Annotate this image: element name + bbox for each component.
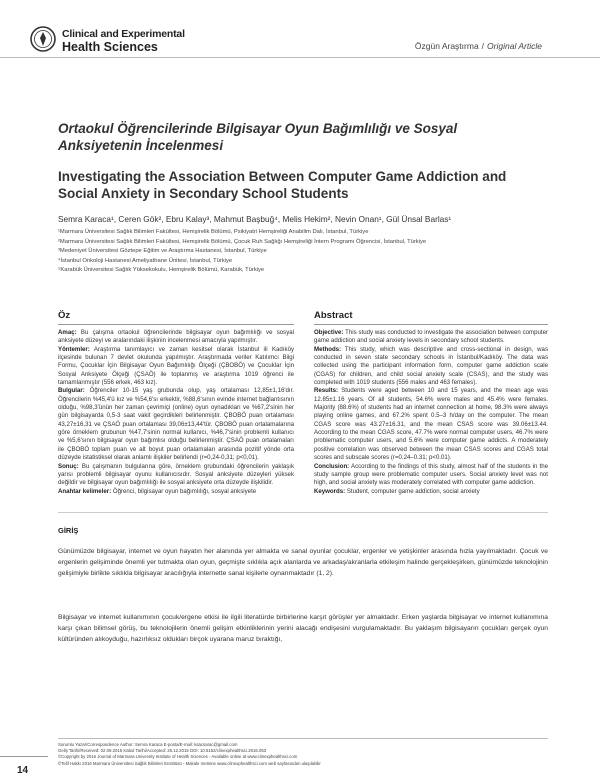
title-turkish: Ortaokul Öğrencilerinde Bilgisayar Oyun Bağımlılığı ve Sosyal Anksiyetenin İncelenmesi [58,121,458,153]
journal-name-line1: Clinical and Experimental [62,28,185,40]
page-number-rule [0,756,48,757]
abstract-body [314,329,548,496]
article-type-separator: / [481,41,485,51]
oz-yontem: Araştırma tanımlayıcı ve zaman kesitsel olarak İstanbul ili Kadıköy ilçesinde bulunan 7 devlet okulunda yapılmıştır. Araştırmada veriler Katılımcı Bilgi Formu, Çocuklar İçin Bilgisayar Oyun Bağımlılığı Ölçeği (ÇBOBÖ) ve Çocuklar İçin Sosyal Anksiyete Ölçeği (ÇSAÖ) ile toplanmış ve araştırma 1019 öğrenci ile tamamlanmıştır (556 erkek, 463 kız). [58,345,295,387]
footer-copyright-tr: ©Telif Hakkı 2016 Marmara Üniversitesi Sağlık Bilimleri Enstitüsü - Makale metnine www.clinexphealthsci.com web sayfasından ulaşılabilir [58,760,321,766]
section-heading-giris: GİRİŞ [58,526,79,535]
oz-amac-label: Amaç: [58,329,77,336]
abstract-results: Students were aged between 10 and 15 years, and the mean age was 12.85±1.16 years. Of all students, 54.6% were males and 45.4% were females. Majority (88.6%) of students had an internet connection at home, 98.3% were always playing online games, and 67.2% spent 0.5–3 h/day on the computer. The mean CGAS score was 43.27±16.31, and the mean CSAS score was 39.06±13.44. According to the mean CGAS score, 47.7% were normal computer users, 46.7% were problematic computer users, and 5.6% were computer game addicts. A moderately positive correlation was observed between the mean CSAS scores and CGAS total scores and subscale scores (r=0.24–0.31; p<0.01). [314,387,548,462]
oz-sonuc: Bu çalışmanın bulgularına göre, örneklem grubundaki öğrencilerin yaklaşık yarısı problemli bilgisayar oyunu kullanıcısıdır. Sosyal anksiyete düzeyleri yüksek değildir ve bilgisayar oyun bağımlılığı ile sosyal anksiyete orta düzeyde ilişkilidir. [58,462,295,487]
oz-bulgular-label: Bulgular: [58,387,85,395]
affiliation-3: ³Medeniyet Üniversitesi Göztepe Eğitim ve Araştırma Hastanesi, İstanbul, Türkiye [58,248,267,255]
oz-keywords: Öğrenci, bilgisayar oyun bağımlılığı, sosyal anksiyete [112,487,257,495]
abstract-methods: This study, which was descriptive and cross-sectional in design, was conducted in seven state secondary schools in İstanbul/Kadıköy. The data was collected using the participant information form, computer game addiction scale (CGAS) for children, and child social anxiety scale (CSAS), and the study was completed with 1019 students (556 males and 463 females). [314,345,548,387]
page-number: 14 [17,765,29,776]
footer-correspondence: Sorumlu Yazar/Correspondence Author: Semra Karaca E-posta/E-mail: ksacsarac@gmail.com [58,742,238,747]
article-type-en: Original Article [487,41,542,51]
affiliation-5: ⁵Karabük Üniversitesi Sağlık Yüksekokulu, Hemşirelik Bölümü, Karabük, Türkiye [58,267,265,274]
abstract-conclusion-label: Conclusion: [314,462,350,470]
affiliation-4: ⁴İstanbul Onkoloji Hastanesi Ameliyathane Ünitesi, İstanbul, Türkiye [58,257,233,264]
abstract-bottom-rule [58,512,548,513]
affiliation-1: ¹Marmara Üniversitesi Sağlık Bilimleri Fakültesi, Hemşirelik Bölümü, Psikiyatri Hemşireliği Anabilim Dalı, İstanbul, Türkiye [58,229,369,235]
journal-seal-icon [30,26,56,52]
footer-info [58,742,548,767]
author-list: Semra Karaca¹, Ceren Gök², Ebru Kalay³, Mahmut Başbuğ⁴, Melis Hekim², Nevin Onan¹, Gül Ünsal Barlas¹ [58,214,452,224]
affiliation-2: ²Marmara Üniversitesi Sağlık Bilimleri Fakültesi, Hemşirelik Bölümü, Çocuk Ruh Sağlığı Hemşireliği İntern Programı Öğrencisi, İstanbul, Türkiye [58,238,427,245]
abstract-methods-label: Methods: [314,345,342,353]
journal-name-line2: Health Sciences [62,40,158,54]
oz-rule [58,324,294,325]
affiliations [58,228,548,276]
abstract-results-label: Results: [314,387,339,395]
abstract-heading: Abstract [314,310,353,321]
abstract-keywords: Student, computer game addiction, social anxiety [346,487,480,495]
abstract-keywords-label: Keywords: [314,487,346,495]
oz-sonuc-label: Sonuç: [58,462,79,470]
article-type-tr: Özgün Araştırma [414,41,479,51]
giris-paragraph-2: Bilgisayar ve internet kullanımının çocuk/ergene etkisi ile ilgili literatürde birbirlerine karşıt görüşler yer almaktadır. Erken yaşlarda bilgisayar ve internet kullanımına karşı çıkan bilimsel görüş, bu teknolojilerin önemli gelişim etkinliklerinin yerini alacağı endişesini vurgulamaktadır. Bu yaklaşım bilgisayarın çocukları gerçek oyun kültüründen alıkoyduğu, hazırlıksız oldukları birçok uyarana maruz bıraktığı, [58,614,548,644]
abstract-rule [314,324,548,325]
oz-heading: Öz [58,310,71,321]
article-type [415,41,542,51]
oz-amac: Bu çalışma ortaokul öğrencilerinde bilgisayar oyun bağımlılığı ve sosyal anksiyete düzeyi ve aralarındaki ilişkinin incelenmesi amacıyla yapılmıştır. [58,329,294,345]
oz-keywords-label: Anahtar kelimeler: [58,487,112,495]
abstract-objective-label: Objective: [314,329,344,336]
giris-paragraph-1: Günümüzde bilgisayar, internet ve oyun hayatın her alanında yer almakta ve sanal oyunlar çocuklar, ergenler ve yetişkinler arasında hızla yayılmaktadır. Çocuk ve ergenlerin gelişiminde önemli yer tutmakta olan oyun, geçmişte sıklıkla açık alanlarda ve arkadaş/akranlarla etkileşim halinde gerçekleşirken, günümüzde teknolojinin gelişimiyle birlikte sıklıkla bilgisayar aracılığıyla internette sanal kişilerle oynanmaktadır (1, 2). [58,548,548,578]
footer-rule [58,738,548,739]
journal-logo [30,18,230,66]
footer-copyright-en: ©Copyright by 2016 Journal of Marmara University Institute of Health Sciences - Available online at www.clinexphealthsci.com [58,754,298,760]
footer-dates-doi: Geliş Tarihi/Received: 02.09.2015 Kabul Tarihi/Accepted: 25.12.2015 DOI: 10.5152/clinexphealthsci.2016.053 [58,748,267,754]
title-english: Investigating the Association Between Computer Game Addiction and Social Anxiety in Secondary School Students [58,169,507,201]
oz-yontem-label: Yöntemler: [58,345,90,353]
oz-bulgular: Öğrenciler 10-15 yaş grubunda olup, yaş ortalaması 12,85±1,16'dır. Öğrencilerin %45,4'ü kız ve %54,6'sı erkektir, %88,6'sının evinde internet bağlantısının olduğu, %98,3'ünün her zaman çevrimiçi (online) oyun oynadıkları ve %67,2'sinin her gün bilgisayarda 0,5-3 saat vakit geçirdikleri belirlenmiştir. ÇBOBÖ puan ortalaması 43,27±16,31 ve ÇSAÖ puan ortalaması 39,06±13,44'tür. ÇBOBÖ puan ortalamalarına göre örneklem grubunun %47,7'sinin normal kullanıcı, %46,7'sinin problemli kullanıcı ve %5,6'sının bilgisayar oyun bağımlısı olduğu belirlenmiştir. ÇSAÖ puan ortalamaları ile ÇBOBÖ toplam puan ve alt boyut puan ortalamaları arasında pozitif yönde orta düzeyde istatistiksel olarak anlamlı ilişkiler belirlendi (r=0,24-0,31; p<0,01). [58,387,294,462]
abstract-conclusion: According to the findings of this study, almost half of the students in the study sample group were problematic computer users. Social anxiety level was not high, and social anxiety was moderately correlated with computer game addiction. [314,462,548,487]
header-rule [0,57,600,58]
abstract-objective: This study was conducted to investigate the association between computer game addiction and social anxiety levels in secondary school students. [314,329,548,345]
oz-body [58,329,294,496]
